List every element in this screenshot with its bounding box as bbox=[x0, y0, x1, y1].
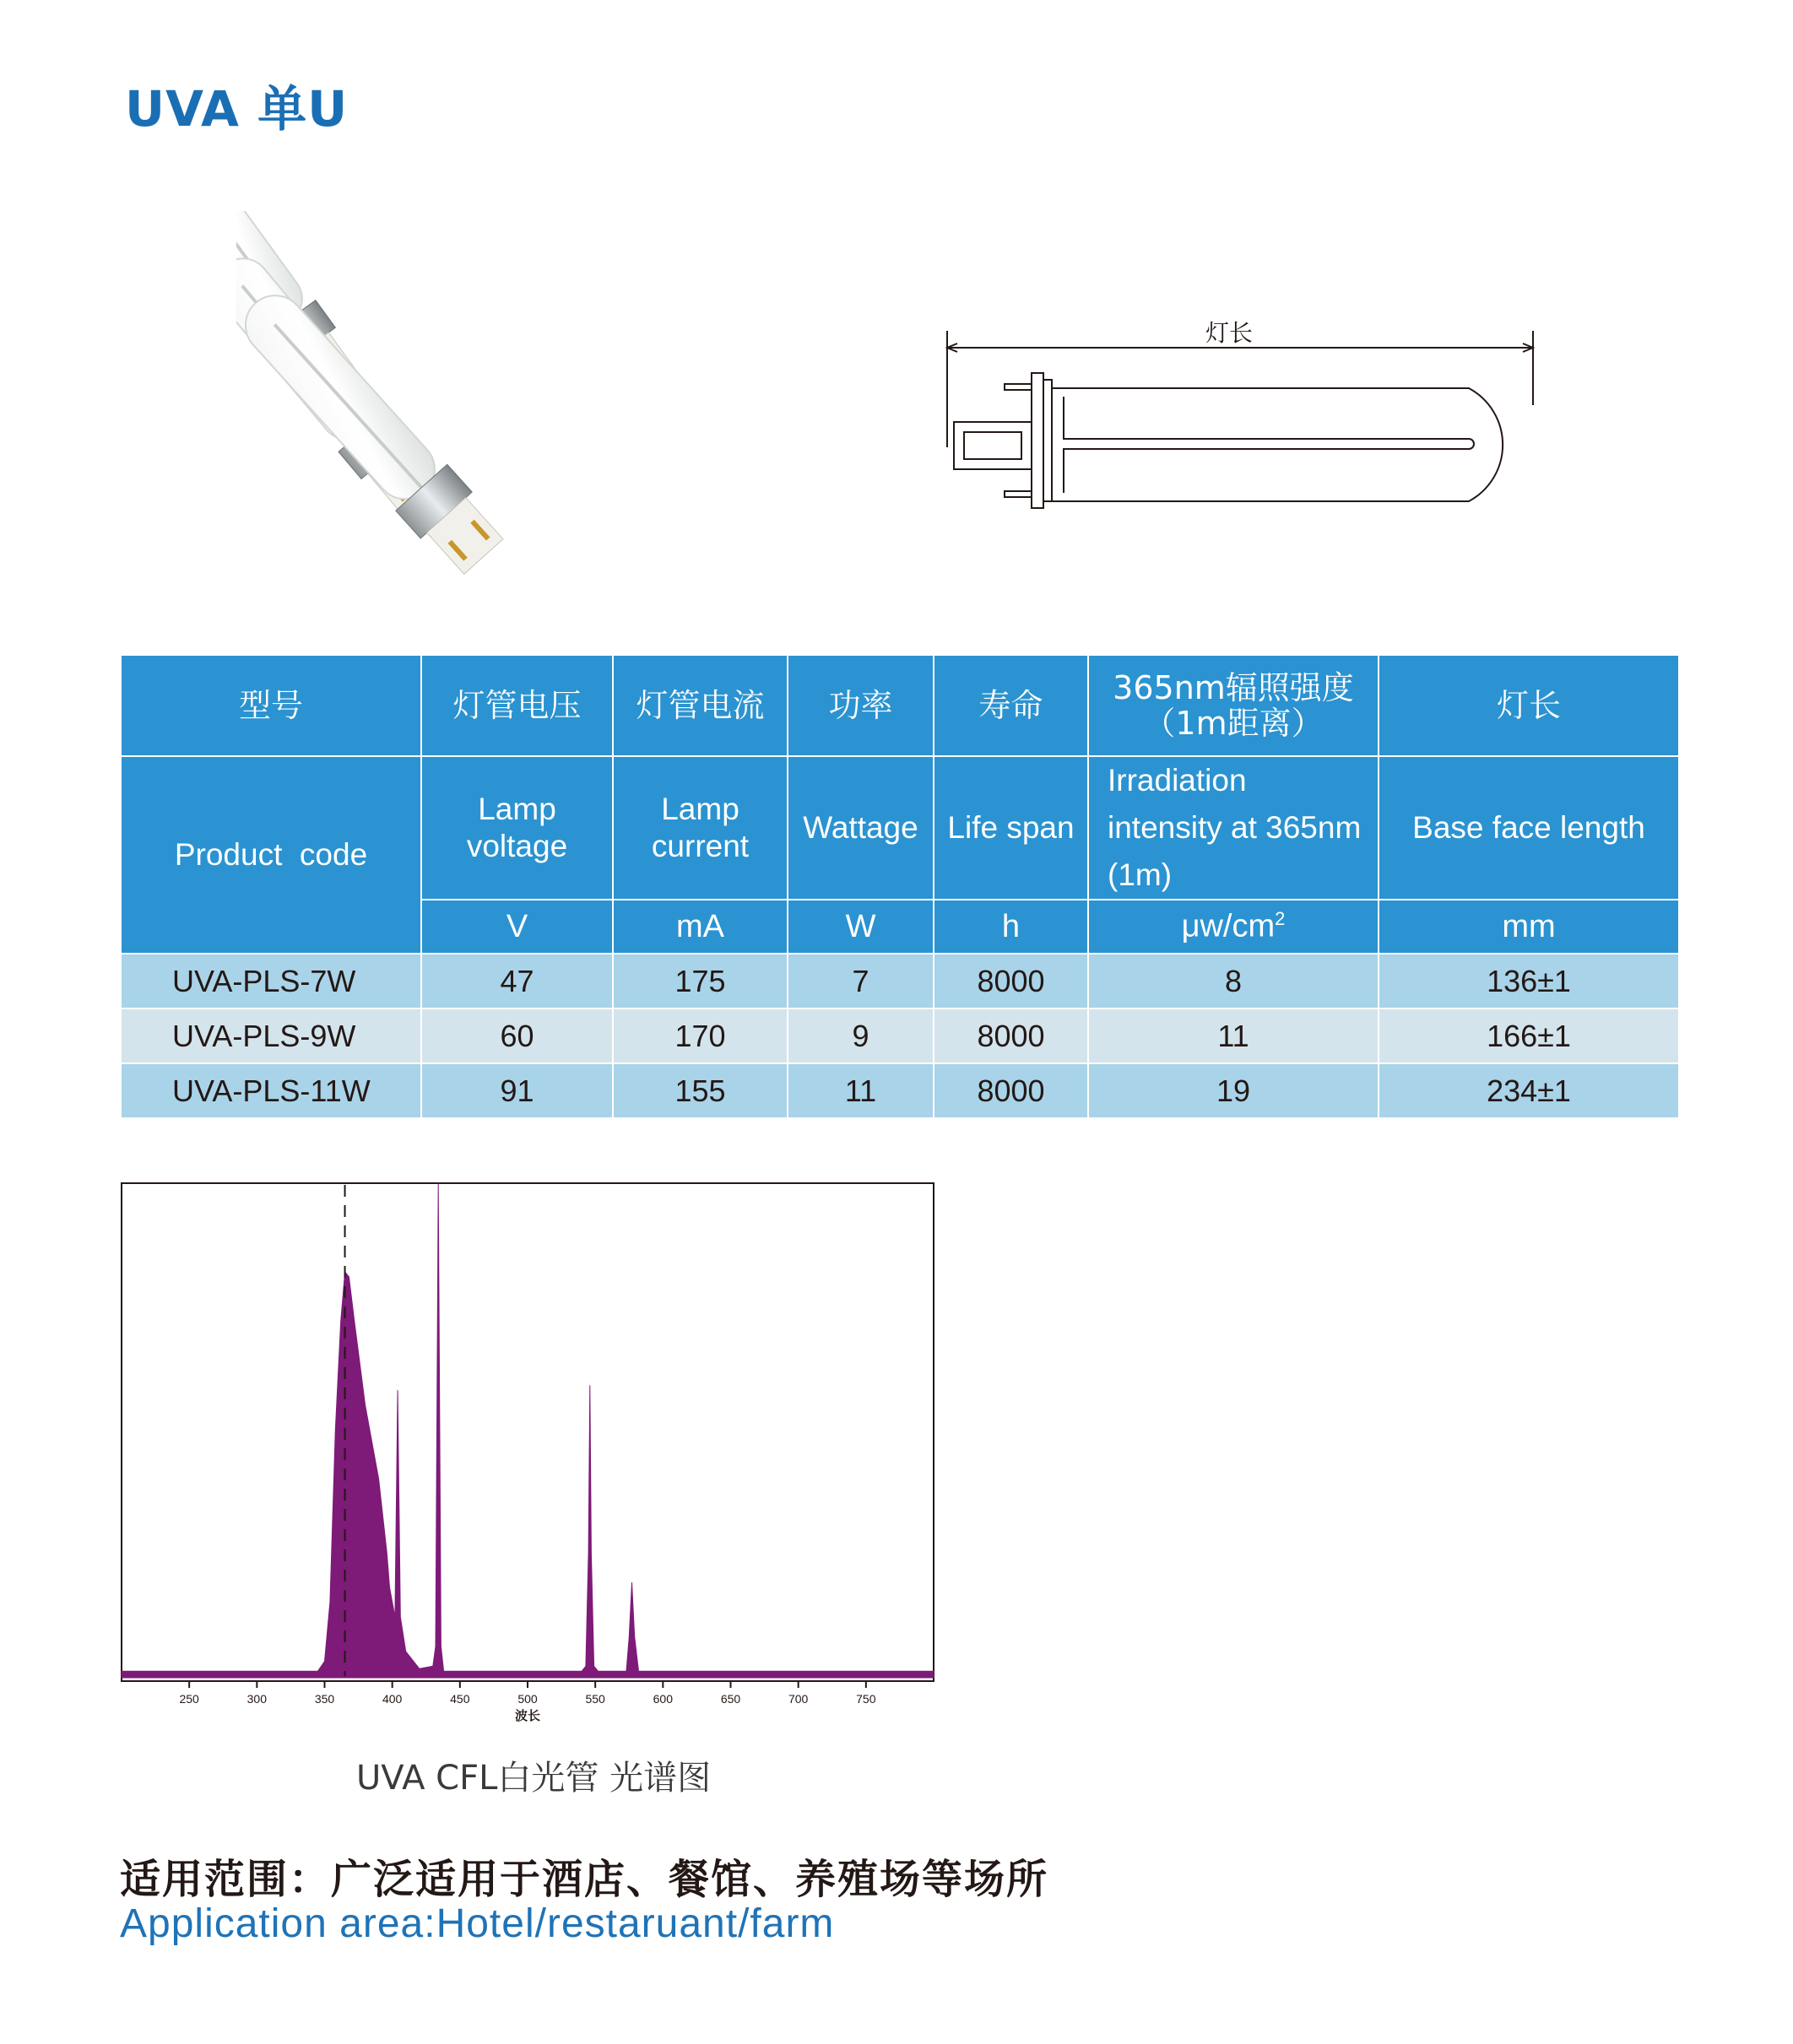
header-en-irradiation: Irradiation intensity at 365nm (1m) bbox=[1088, 756, 1379, 900]
cell-current: 155 bbox=[613, 1063, 788, 1118]
unit-life: h bbox=[934, 900, 1088, 954]
cell-irradiation: 19 bbox=[1088, 1063, 1379, 1118]
cell-life: 8000 bbox=[934, 1008, 1088, 1063]
cell-irradiation: 11 bbox=[1088, 1008, 1379, 1063]
header-zh-length: 灯长 bbox=[1379, 655, 1679, 756]
table-header-row-zh bbox=[121, 655, 1679, 756]
header-zh-model: 型号 bbox=[121, 655, 421, 756]
lamp-large bbox=[236, 280, 509, 580]
cell-current: 170 bbox=[613, 1008, 788, 1063]
table-row bbox=[121, 1008, 1679, 1063]
table-row bbox=[121, 1063, 1679, 1118]
cell-voltage: 60 bbox=[421, 1008, 613, 1063]
cell-irradiation: 8 bbox=[1088, 954, 1379, 1008]
x-tick-label: 500 bbox=[517, 1692, 538, 1706]
cell-voltage: 47 bbox=[421, 954, 613, 1008]
lamp-product-photo bbox=[236, 211, 743, 599]
cell-wattage: 11 bbox=[788, 1063, 934, 1118]
unit-length: mm bbox=[1379, 900, 1679, 954]
spec-table bbox=[120, 654, 1680, 1119]
unit-irradiation-sup: 2 bbox=[1275, 908, 1286, 930]
cell-wattage: 7 bbox=[788, 954, 934, 1008]
header-en-current: Lamp current bbox=[613, 756, 788, 900]
cell-current: 175 bbox=[613, 954, 788, 1008]
header-zh-power: 功率 bbox=[788, 655, 934, 756]
unit-current: mA bbox=[613, 900, 788, 954]
header-zh-voltage: 灯管电压 bbox=[421, 655, 613, 756]
cell-length: 136±1 bbox=[1379, 954, 1679, 1008]
x-tick-label: 350 bbox=[314, 1692, 335, 1706]
header-zh-life: 寿命 bbox=[934, 655, 1088, 756]
page-title: UVA 单U bbox=[125, 80, 349, 138]
application-area-zh: 适用范围：广泛适用于酒店、餐馆、养殖场等场所 bbox=[120, 1856, 1049, 1903]
cell-voltage: 91 bbox=[421, 1063, 613, 1118]
cell-product-code: UVA-PLS-7W bbox=[121, 954, 421, 1008]
x-tick-label: 450 bbox=[450, 1692, 470, 1706]
header-en-wattage: Wattage bbox=[788, 756, 934, 900]
x-tick-label: 700 bbox=[788, 1692, 809, 1706]
cell-product-code: UVA-PLS-9W bbox=[121, 1008, 421, 1063]
header-en-life-span: Life span bbox=[934, 756, 1088, 900]
x-tick-group bbox=[179, 1681, 875, 1706]
cell-wattage: 9 bbox=[788, 1008, 934, 1063]
drawing-length-label: 灯长 bbox=[1205, 319, 1254, 347]
header-en-voltage: Lamp voltage bbox=[421, 756, 613, 900]
cell-length: 234±1 bbox=[1379, 1063, 1679, 1118]
spectrum-chart bbox=[120, 1182, 937, 1755]
table-row bbox=[121, 954, 1679, 1008]
unit-irradiation-base: μw/cm bbox=[1181, 908, 1276, 944]
header-zh-current: 灯管电流 bbox=[613, 655, 788, 756]
x-tick-label: 650 bbox=[720, 1692, 741, 1706]
x-tick-label: 550 bbox=[585, 1692, 605, 1706]
cell-life: 8000 bbox=[934, 954, 1088, 1008]
header-en-product-code: Product code bbox=[121, 756, 421, 954]
cell-length: 166±1 bbox=[1379, 1008, 1679, 1063]
application-area-en: Application area:Hotel/restaruant/farm bbox=[120, 1901, 835, 1946]
unit-irradiation bbox=[1088, 900, 1379, 954]
unit-voltage: V bbox=[421, 900, 613, 954]
x-axis-label: 波长 bbox=[514, 1708, 541, 1723]
x-tick-label: 300 bbox=[246, 1692, 268, 1706]
x-tick-label: 400 bbox=[382, 1692, 403, 1706]
cell-product-code: UVA-PLS-11W bbox=[121, 1063, 421, 1118]
header-en-length: Base face length bbox=[1379, 756, 1679, 900]
header-zh-irradiation: 365nm辐照强度（1m距离） bbox=[1088, 655, 1379, 756]
chart-frame bbox=[122, 1183, 934, 1681]
unit-power: W bbox=[788, 900, 934, 954]
table-header-row-en bbox=[121, 756, 1679, 900]
cell-life: 8000 bbox=[934, 1063, 1088, 1118]
x-tick-label: 600 bbox=[653, 1692, 674, 1706]
spectrum-caption: UVA CFL白光管 光谱图 bbox=[356, 1759, 712, 1798]
x-tick-label: 250 bbox=[179, 1692, 199, 1706]
x-tick-label: 750 bbox=[856, 1692, 876, 1706]
